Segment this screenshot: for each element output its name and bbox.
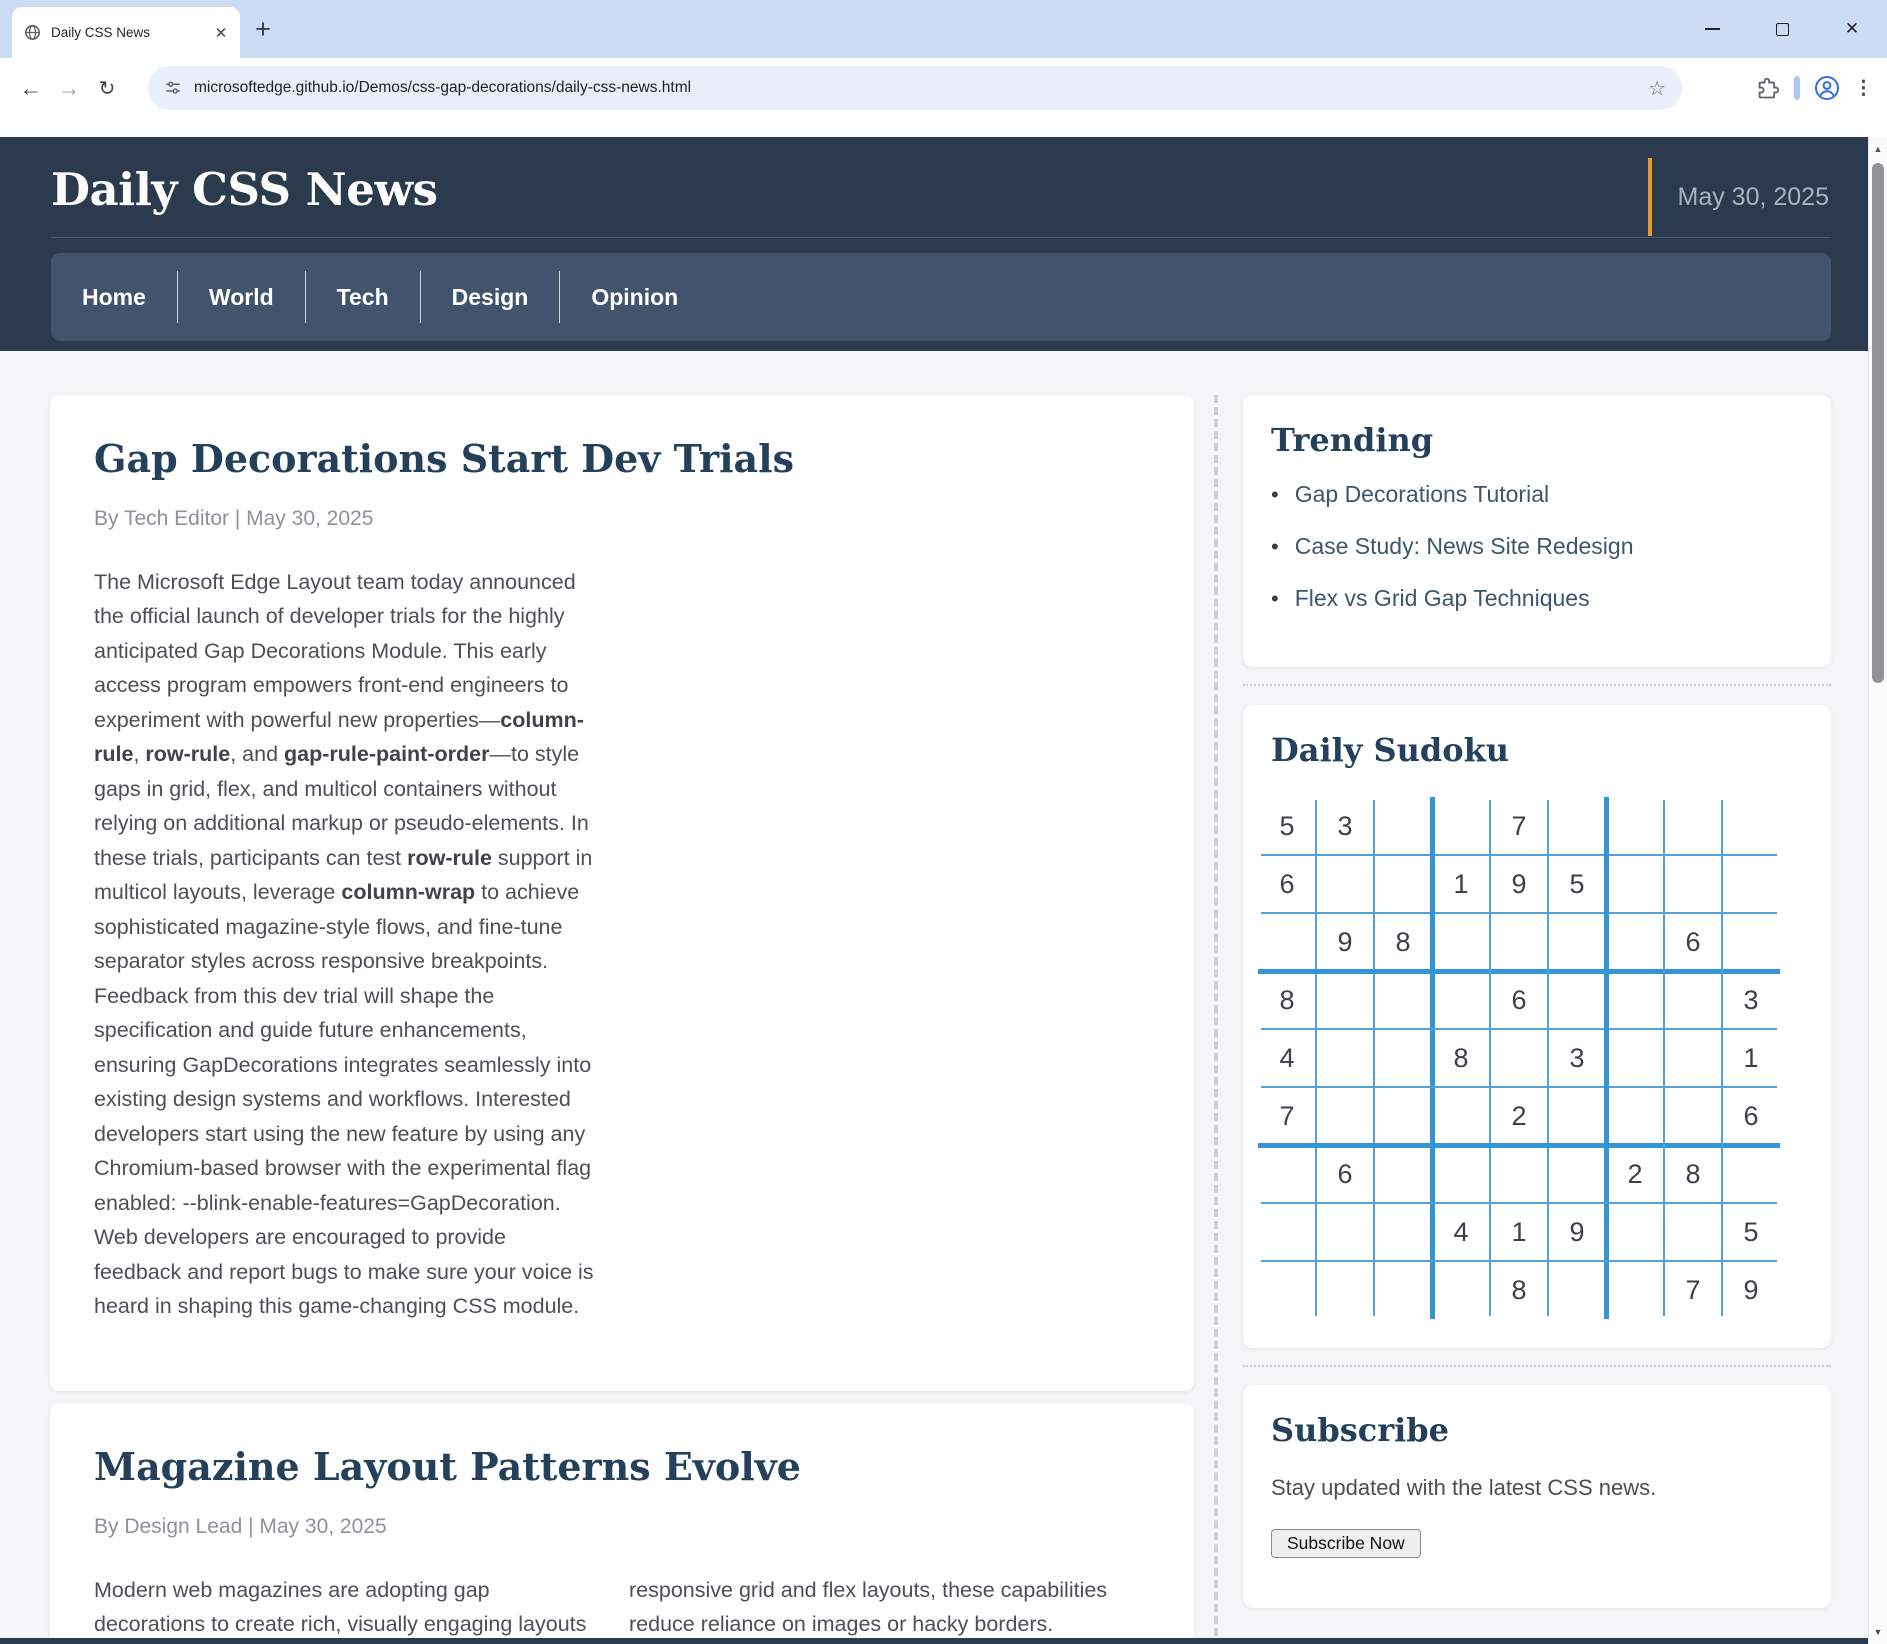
minimize-icon (1705, 28, 1720, 30)
profile-avatar-icon[interactable] (1814, 75, 1840, 101)
sudoku-grid (1258, 797, 1780, 1319)
sudoku-cell-r1c9 (1722, 797, 1780, 855)
sudoku-cell-r3c5 (1490, 913, 1548, 971)
sudoku-cell-r2c6: 5 (1569, 869, 1585, 899)
sudoku-cell-r1c2: 3 (1337, 811, 1353, 841)
dotted-gap-rule-horizontal (1243, 1365, 1831, 1367)
sudoku-card (1243, 705, 1831, 1348)
sudoku-cell-r4c9: 3 (1743, 985, 1759, 1015)
browser-tab[interactable] (12, 7, 240, 58)
sudoku-cell-r4c3 (1374, 971, 1432, 1029)
sudoku-rule-horizontal (1261, 1202, 1777, 1204)
sudoku-cell-r6c4 (1432, 1087, 1490, 1145)
close-button[interactable]: ✕ (1844, 19, 1860, 38)
extensions-icon[interactable] (1757, 77, 1780, 100)
sudoku-cell-r9c3 (1374, 1261, 1432, 1319)
bullet-icon: • (1271, 482, 1279, 507)
sudoku-cell-r7c1 (1258, 1145, 1316, 1203)
sudoku-cell-r6c8 (1664, 1087, 1722, 1145)
sudoku-cell-r9c1 (1258, 1261, 1316, 1319)
scrollbar-thumb[interactable] (1872, 163, 1884, 683)
article-title: Magazine Layout Patterns Evolve (94, 1444, 801, 1489)
nav-item-opinion[interactable]: Opinion (591, 283, 679, 310)
sudoku-cell-r9c6 (1548, 1261, 1606, 1319)
page-content (0, 351, 1868, 1644)
sudoku-cell-r5c3 (1374, 1029, 1432, 1087)
sudoku-rule-vertical (1604, 797, 1609, 1319)
sudoku-cell-r2c7 (1606, 855, 1664, 913)
bullet-icon: • (1271, 586, 1279, 611)
sudoku-cell-r9c8: 7 (1685, 1275, 1701, 1305)
dotted-gap-rule-horizontal (1243, 684, 1831, 686)
article-card-gap-decorations (50, 395, 1194, 1391)
sudoku-cell-r6c9: 6 (1743, 1101, 1759, 1131)
address-bar[interactable] (148, 66, 1682, 110)
sudoku-cell-r7c7: 2 (1627, 1159, 1643, 1189)
sudoku-cell-r5c9: 1 (1743, 1043, 1759, 1073)
subscribe-card (1243, 1385, 1831, 1608)
sudoku-cell-r8c4: 4 (1453, 1217, 1469, 1247)
sudoku-cell-r9c7 (1606, 1261, 1664, 1319)
sudoku-cell-r6c1: 7 (1279, 1101, 1295, 1131)
sudoku-rule-vertical (1489, 800, 1491, 1316)
sudoku-rule-horizontal (1258, 1143, 1780, 1148)
sudoku-cell-r1c1: 5 (1279, 811, 1295, 841)
globe-favicon-icon (24, 24, 41, 41)
sudoku-cell-r4c6 (1548, 971, 1606, 1029)
bookmark-star-icon[interactable]: ☆ (1648, 77, 1666, 100)
sudoku-cell-r4c8 (1664, 971, 1722, 1029)
sudoku-rule-horizontal (1261, 1260, 1777, 1262)
page-footer-edge (0, 1638, 1868, 1644)
sudoku-cell-r4c4 (1432, 971, 1490, 1029)
sudoku-cell-r4c1: 8 (1279, 985, 1295, 1015)
article-column-1: Modern web magazines are adopting gap decorations to create rich, visually engaging layouts (94, 1577, 587, 1636)
sudoku-cell-r1c8 (1664, 797, 1722, 855)
tab-strip (0, 0, 1887, 58)
article-column-2: responsive grid and flex layouts, these capabilities reduce reliance on images or hacky borders. (629, 1577, 1108, 1636)
sudoku-cell-r9c2 (1316, 1261, 1374, 1319)
sudoku-cell-r7c2: 6 (1337, 1159, 1353, 1189)
site-date: May 30, 2025 (1648, 158, 1830, 236)
sudoku-cell-r3c9 (1722, 913, 1780, 971)
reload-button[interactable]: ↻ (98, 77, 116, 100)
sudoku-cell-r2c9 (1722, 855, 1780, 913)
sudoku-cell-r8c7 (1606, 1203, 1664, 1261)
main-nav (51, 253, 1831, 341)
sudoku-rule-horizontal (1261, 1028, 1777, 1030)
sudoku-cell-r8c6: 9 (1569, 1217, 1585, 1247)
sudoku-cell-r7c3 (1374, 1145, 1432, 1203)
sudoku-cell-r1c4 (1432, 797, 1490, 855)
nav-item-world[interactable]: World (208, 283, 274, 310)
sudoku-cell-r3c4 (1432, 913, 1490, 971)
sudoku-cell-r5c6: 3 (1569, 1043, 1585, 1073)
sudoku-cell-r9c9: 9 (1743, 1275, 1759, 1305)
sudoku-cell-r6c7 (1606, 1087, 1664, 1145)
sudoku-cell-r8c3 (1374, 1203, 1432, 1261)
subscribe-title: Subscribe (1271, 1411, 1449, 1449)
article-title: Gap Decorations Start Dev Trials (94, 436, 794, 481)
sudoku-cell-r2c5: 9 (1511, 869, 1527, 899)
sudoku-rule-horizontal (1261, 854, 1777, 856)
scroll-down-icon[interactable]: ▼ (1873, 1627, 1883, 1637)
article-body: The Microsoft Edge Layout team today announced the official launch of developer trials for the highly anticipated Gap Decorations Module. This early access program empowers front-end engineers to experiment with powerful new properties—column-rule, row-rule, and gap-rule-paint-order—to style gaps in grid, flex, and multicol containers without relying on additional markup or pseudo-elements. In these trials, participants can test row-rule support in multicol layouts, leverage column-wrap to achieve sophisticated magazine-style flows, and fine-tune separator styles across responsive breakpoints. Feedback from this dev trial will shape the specification and guide future enhancements, ensuring GapDecorations integrates seamlessly into existing design systems and workflows. Interested developers start using the new feature by using any Chromium-based browser with the experimental flag enabled: --blink-enable-features=GapDecoration. Web developers are encouraged to provide feedback and report bugs to make sure your voice is heard in shaping this game-changing CSS module. (94, 569, 594, 1318)
nav-item-design[interactable]: Design (451, 283, 529, 310)
vertical-scrollbar[interactable] (1868, 137, 1887, 1644)
sudoku-cell-r6c3 (1374, 1087, 1432, 1145)
sudoku-cell-r4c2 (1316, 971, 1374, 1029)
maximize-button[interactable] (1747, 0, 1817, 58)
window-controls (1677, 0, 1887, 58)
article-byline: By Design Lead | May 30, 2025 (94, 1514, 387, 1538)
sudoku-cell-r5c7 (1606, 1029, 1664, 1087)
toolbar-bottom-strip (0, 118, 1887, 137)
sudoku-cell-r1c7 (1606, 797, 1664, 855)
new-tab-button[interactable]: + (255, 13, 271, 44)
article-byline: By Tech Editor | May 30, 2025 (94, 506, 374, 530)
sudoku-cell-r7c6 (1548, 1145, 1606, 1203)
sudoku-cell-r8c2 (1316, 1203, 1374, 1261)
back-button[interactable]: ← (19, 74, 43, 101)
sudoku-title: Daily Sudoku (1271, 731, 1510, 769)
sudoku-cell-r8c8 (1664, 1203, 1722, 1261)
sudoku-rule-horizontal (1261, 1086, 1777, 1088)
sudoku-cell-r5c2 (1316, 1029, 1374, 1087)
trending-item[interactable] (1271, 533, 1803, 560)
bullet-icon: • (1271, 534, 1279, 559)
sudoku-cell-r2c8 (1664, 855, 1722, 913)
sudoku-cell-r1c6 (1548, 797, 1606, 855)
article-columns (94, 1573, 1150, 1642)
tab-title: Daily CSS News (51, 25, 151, 40)
sudoku-rule-vertical (1315, 800, 1317, 1316)
sudoku-cell-r7c4 (1432, 1145, 1490, 1203)
trending-item-label: Flex vs Grid Gap Techniques (1294, 585, 1590, 611)
site-title: Daily CSS News (51, 163, 438, 216)
trending-title: Trending (1271, 421, 1434, 459)
sudoku-rule-vertical (1547, 800, 1549, 1316)
sudoku-cell-r3c1 (1258, 913, 1316, 971)
sudoku-rule-vertical (1721, 800, 1723, 1316)
trending-item-label: Case Study: News Site Redesign (1294, 533, 1634, 559)
sudoku-rule-vertical (1430, 797, 1435, 1319)
sudoku-cell-r8c9: 5 (1743, 1217, 1759, 1247)
sudoku-cell-r6c2 (1316, 1087, 1374, 1145)
sudoku-cell-r5c8 (1664, 1029, 1722, 1087)
sudoku-cell-r5c1: 4 (1279, 1043, 1295, 1073)
sudoku-cell-r5c5 (1490, 1029, 1548, 1087)
browser-menu-icon[interactable]: ⋮ (1854, 77, 1873, 99)
scroll-up-icon[interactable]: ▲ (1873, 144, 1883, 154)
toolbar-right (1757, 66, 1873, 110)
sudoku-cell-r2c1: 6 (1279, 869, 1295, 899)
tab-group-indicator[interactable] (1794, 76, 1800, 100)
site-info-icon[interactable] (164, 79, 182, 97)
maximize-icon (1776, 23, 1789, 36)
sudoku-cell-r6c5: 2 (1511, 1101, 1527, 1131)
sudoku-cell-r5c4: 8 (1453, 1043, 1469, 1073)
trending-list (1271, 481, 1803, 612)
sudoku-cell-r9c4 (1432, 1261, 1490, 1319)
sudoku-cell-r3c2: 9 (1337, 927, 1353, 957)
sudoku-cell-r3c6 (1548, 913, 1606, 971)
tab-close-icon[interactable]: ✕ (214, 24, 228, 42)
site-header (0, 137, 1887, 351)
sudoku-cell-r3c8: 6 (1685, 927, 1701, 957)
sudoku-rule-horizontal (1258, 969, 1780, 974)
sudoku-cell-r2c4: 1 (1453, 869, 1469, 899)
sudoku-cell-r8c1 (1258, 1203, 1316, 1261)
header-divider (51, 237, 1831, 238)
trending-item[interactable] (1271, 585, 1803, 612)
minimize-button[interactable] (1677, 0, 1747, 58)
sudoku-cell-r7c5 (1490, 1145, 1548, 1203)
subscribe-text: Stay updated with the latest CSS news. (1271, 1475, 1657, 1500)
sudoku-rule-vertical (1663, 800, 1665, 1316)
article-card-magazine-layout (50, 1403, 1194, 1644)
sudoku-cell-r2c2 (1316, 855, 1374, 913)
nav-item-home[interactable]: Home (82, 283, 146, 310)
sudoku-cell-r6c6 (1548, 1087, 1606, 1145)
trending-item[interactable] (1271, 481, 1803, 508)
sudoku-rule-vertical (1373, 800, 1375, 1316)
trending-item-label: Gap Decorations Tutorial (1294, 481, 1550, 507)
sudoku-cell-r7c9 (1722, 1145, 1780, 1203)
sudoku-cell-r3c3: 8 (1395, 927, 1411, 957)
dashed-gap-rule-vertical (1214, 395, 1218, 1636)
sudoku-cell-r7c8: 8 (1685, 1159, 1701, 1189)
sudoku-cell-r4c7 (1606, 971, 1664, 1029)
sudoku-cell-r3c7 (1606, 913, 1664, 971)
browser-toolbar (0, 58, 1887, 118)
sudoku-cell-r1c3 (1374, 797, 1432, 855)
sudoku-cell-r4c5: 6 (1511, 985, 1527, 1015)
sudoku-cell-r8c5: 1 (1511, 1217, 1527, 1247)
trending-card (1243, 395, 1831, 667)
nav-item-tech[interactable]: Tech (336, 283, 389, 310)
sudoku-cell-r1c5: 7 (1511, 811, 1527, 841)
forward-button[interactable]: → (57, 74, 81, 101)
sudoku-cell-r2c3 (1374, 855, 1432, 913)
sudoku-cell-r9c5: 8 (1511, 1275, 1527, 1305)
subscribe-now-button[interactable]: Subscribe Now (1271, 1529, 1421, 1558)
url-text[interactable]: microsoftedge.github.io/Demos/css-gap-decorations/daily-css-news.html (194, 79, 692, 96)
sudoku-rule-horizontal (1261, 912, 1777, 914)
